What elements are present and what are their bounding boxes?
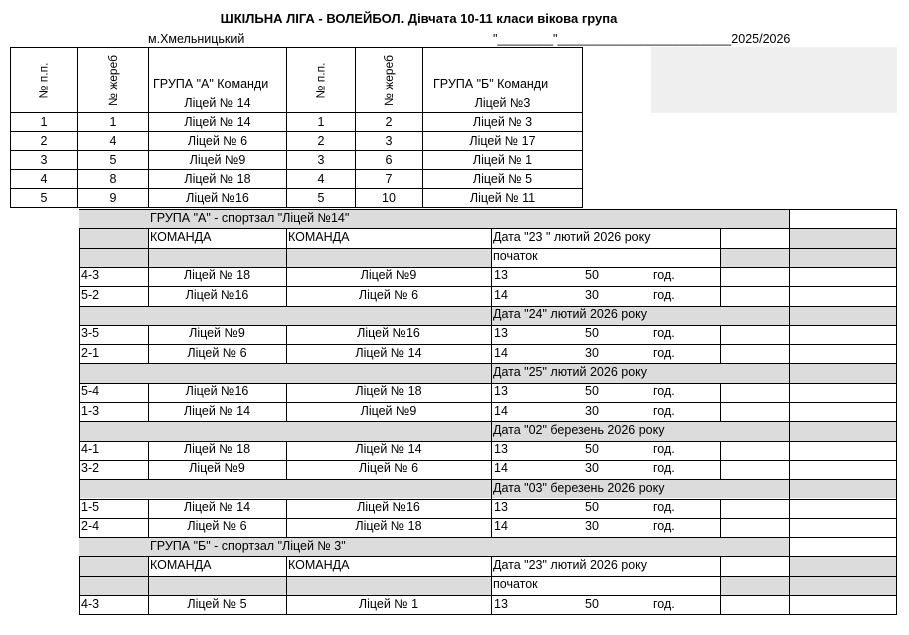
date-label: Дата "23" лютий 2026 року bbox=[493, 557, 648, 572]
grid-line bbox=[79, 614, 897, 615]
grid-line bbox=[720, 499, 721, 538]
start-label: початок bbox=[493, 249, 538, 264]
pair-code: 4-1 bbox=[81, 442, 100, 457]
team2-name: Ліцей №16 bbox=[357, 500, 420, 514]
date-line: "________"_________________________2025/2026 bbox=[493, 32, 791, 46]
team1-name: Ліцей № 6 bbox=[187, 519, 247, 534]
draw-cell-b-n: 3 bbox=[287, 151, 356, 170]
shaded-row bbox=[79, 228, 148, 247]
team2-name: Ліцей № 1 bbox=[358, 596, 419, 611]
team2-name: Ліцей №16 bbox=[357, 326, 420, 341]
date-label: Дата "03" березень 2026 року bbox=[493, 480, 665, 495]
start-minute: 50 bbox=[585, 596, 599, 611]
draw-cell-a-lot: 8 bbox=[78, 170, 149, 189]
draw-row bbox=[11, 113, 583, 132]
draw-cell-b-team: Ліцей № 17 bbox=[423, 132, 583, 151]
draw-cell-b-lot: 10 bbox=[356, 189, 423, 208]
grid-line bbox=[720, 383, 721, 422]
grid-line bbox=[79, 228, 80, 538]
pair-code: 2-4 bbox=[81, 519, 100, 534]
grid-line bbox=[286, 556, 287, 596]
draw-cell-a-lot: 4 bbox=[78, 132, 149, 151]
draw-row bbox=[11, 189, 583, 208]
grid-line bbox=[491, 267, 492, 307]
pair-code: 5-2 bbox=[81, 287, 100, 302]
time-unit: год. bbox=[653, 519, 675, 534]
document-title: ШКІЛЬНА ЛІГА - ВОЛЕЙБОЛ. Дівчата 10-11 класи вікова група bbox=[220, 11, 618, 26]
start-hour: 13 bbox=[494, 500, 508, 514]
team2-header: КОМАНДА bbox=[288, 557, 350, 572]
start-minute: 30 bbox=[585, 345, 599, 360]
draw-cell-b-lot: 6 bbox=[356, 151, 423, 170]
grid-line bbox=[79, 421, 897, 422]
draw-cell-b-team: Ліцей № 5 bbox=[423, 170, 583, 189]
draw-cell-b-n: 5 bbox=[287, 189, 356, 208]
grid-line bbox=[491, 306, 492, 326]
grid-line bbox=[720, 595, 721, 615]
grid-line bbox=[148, 556, 149, 596]
grid-line bbox=[79, 556, 80, 615]
group-b-header: ГРУПА "Б" Команди Ліцей №3 bbox=[423, 48, 583, 113]
team1-name: Ліцей №9 bbox=[189, 326, 245, 341]
team1-name: Ліцей № 14 bbox=[183, 403, 251, 418]
grid-line bbox=[491, 228, 492, 268]
start-minute: 30 bbox=[585, 287, 599, 302]
start-hour: 13 bbox=[494, 596, 508, 611]
pair-code: 5-4 bbox=[81, 384, 100, 399]
draw-cell-b-lot: 7 bbox=[356, 170, 423, 189]
start-minute: 50 bbox=[585, 268, 599, 283]
pair-code: 1-5 bbox=[81, 500, 100, 514]
col-lot-header-b: № жереб bbox=[356, 48, 423, 113]
shaded-row bbox=[79, 421, 896, 440]
grid-line bbox=[79, 479, 897, 480]
grid-line bbox=[79, 248, 897, 249]
team2-name: Ліцей № 6 bbox=[358, 287, 419, 302]
draw-cell-a-n: 5 bbox=[11, 189, 78, 208]
time-unit: год. bbox=[653, 442, 675, 457]
team1-name: Ліцей № 18 bbox=[183, 442, 251, 457]
team2-name: Ліцей №9 bbox=[360, 403, 417, 418]
pair-code: 4-3 bbox=[81, 596, 100, 611]
grid-line bbox=[148, 228, 149, 268]
grid-line bbox=[720, 267, 721, 307]
grid-line bbox=[491, 363, 492, 384]
time-unit: год. bbox=[653, 596, 675, 611]
start-hour: 14 bbox=[494, 519, 508, 534]
shaded-row bbox=[79, 576, 491, 595]
start-minute: 30 bbox=[585, 461, 599, 476]
grid-line bbox=[79, 363, 897, 364]
team2-name: Ліцей № 18 bbox=[355, 519, 422, 534]
shaded-row bbox=[789, 556, 896, 575]
grid-line bbox=[491, 421, 492, 442]
shaded-row bbox=[79, 479, 896, 498]
grid-line bbox=[491, 441, 492, 480]
start-hour: 14 bbox=[494, 345, 508, 360]
col-number-header: № п.п. bbox=[11, 48, 78, 113]
team2-header: КОМАНДА bbox=[288, 229, 350, 244]
draw-cell-a-n: 4 bbox=[11, 170, 78, 189]
grid-line bbox=[720, 556, 721, 596]
grid-line bbox=[720, 228, 721, 268]
shaded-row bbox=[720, 576, 896, 595]
grid-line bbox=[491, 383, 492, 422]
draw-cell-b-team: Ліцей № 11 bbox=[423, 189, 583, 208]
draw-cell-b-n: 1 bbox=[287, 113, 356, 132]
draw-row bbox=[11, 132, 583, 151]
start-hour: 14 bbox=[494, 287, 508, 302]
start-minute: 30 bbox=[585, 519, 599, 534]
draw-cell-a-lot: 9 bbox=[78, 189, 149, 208]
draw-row bbox=[11, 170, 583, 189]
start-label: початок bbox=[493, 577, 538, 592]
date-label: Дата "24" лютий 2026 року bbox=[493, 307, 648, 321]
draw-cell-b-n: 2 bbox=[287, 132, 356, 151]
team2-name: Ліцей № 18 bbox=[355, 384, 422, 399]
grid-line bbox=[491, 556, 492, 596]
draw-cell-b-n: 4 bbox=[287, 170, 356, 189]
shaded-row bbox=[789, 228, 896, 247]
date-label: Дата "25" лютий 2026 року bbox=[493, 364, 648, 379]
grid-line bbox=[491, 595, 492, 615]
team1-header: КОМАНДА bbox=[150, 229, 212, 244]
start-hour: 13 bbox=[494, 268, 508, 283]
time-unit: год. bbox=[653, 326, 675, 341]
group-b-title: ГРУПА "Б" - спортзал "Ліцей № 3" bbox=[150, 538, 346, 553]
draw-cell-b-lot: 3 bbox=[356, 132, 423, 151]
team1-header: КОМАНДА bbox=[150, 557, 212, 572]
team2-name: Ліцей № 14 bbox=[355, 345, 422, 360]
draw-cell-b-lot: 2 bbox=[356, 113, 423, 132]
start-hour: 13 bbox=[494, 326, 508, 341]
start-hour: 13 bbox=[494, 384, 508, 399]
team2-name: Ліцей № 6 bbox=[358, 461, 419, 476]
draw-header-row bbox=[11, 48, 583, 113]
draw-cell-a-team: Ліцей №9 bbox=[149, 151, 287, 170]
draw-cell-a-team: Ліцей №16 bbox=[149, 189, 287, 208]
pair-code: 4-3 bbox=[81, 268, 100, 283]
grid-line bbox=[491, 499, 492, 538]
grid-line bbox=[79, 306, 897, 307]
start-hour: 13 bbox=[494, 442, 508, 457]
start-minute: 50 bbox=[585, 384, 599, 399]
draw-cell-a-lot: 1 bbox=[78, 113, 149, 132]
start-minute: 50 bbox=[585, 500, 599, 514]
start-hour: 14 bbox=[494, 403, 508, 418]
time-unit: год. bbox=[653, 384, 675, 399]
shaded-cell-area bbox=[651, 47, 897, 113]
team1-name: Ліцей № 14 bbox=[183, 500, 251, 514]
grid-line bbox=[720, 441, 721, 480]
start-hour: 14 bbox=[494, 461, 508, 476]
date-label: Дата "23 " лютий 2026 року bbox=[493, 229, 651, 244]
group-a-header: ГРУПА "А" Команди Ліцей № 14 bbox=[149, 48, 287, 113]
col-number-header-b: № п.п. bbox=[287, 48, 356, 113]
grid-line bbox=[491, 479, 492, 500]
col-lot-header: № жереб bbox=[78, 48, 149, 113]
draw-cell-a-n: 2 bbox=[11, 132, 78, 151]
time-unit: год. bbox=[653, 345, 675, 360]
city-label: м.Хмельницький bbox=[148, 32, 245, 46]
grid-line bbox=[896, 209, 897, 615]
grid-line bbox=[789, 209, 790, 615]
draw-table bbox=[10, 47, 583, 208]
time-unit: год. bbox=[653, 461, 675, 476]
pair-code: 2-1 bbox=[81, 345, 100, 360]
time-unit: год. bbox=[653, 268, 675, 283]
team1-name: Ліцей №9 bbox=[189, 461, 245, 476]
shaded-row bbox=[79, 306, 896, 325]
team1-name: Ліцей № 6 bbox=[187, 345, 247, 360]
shaded-row bbox=[79, 248, 491, 267]
team2-name: Ліцей №9 bbox=[360, 268, 417, 283]
draw-cell-a-team: Ліцей № 6 bbox=[149, 132, 287, 151]
grid-line bbox=[720, 325, 721, 364]
group-a-title: ГРУПА "А" - спортзал "Ліцей №14" bbox=[150, 210, 350, 225]
time-unit: год. bbox=[653, 500, 675, 514]
draw-cell-a-n: 3 bbox=[11, 151, 78, 170]
pair-code: 1-3 bbox=[81, 403, 100, 418]
start-minute: 50 bbox=[585, 442, 599, 457]
start-minute: 50 bbox=[585, 326, 599, 341]
team1-name: Ліцей №16 bbox=[185, 287, 249, 302]
time-unit: год. bbox=[653, 403, 675, 418]
team1-name: Ліцей № 5 bbox=[187, 596, 247, 611]
grid-line bbox=[79, 576, 897, 577]
draw-cell-a-n: 1 bbox=[11, 113, 78, 132]
draw-cell-a-team: Ліцей № 18 bbox=[149, 170, 287, 189]
team1-name: Ліцей №16 bbox=[185, 384, 249, 399]
team2-name: Ліцей № 14 bbox=[355, 442, 422, 457]
draw-cell-a-lot: 5 bbox=[78, 151, 149, 170]
time-unit: год. bbox=[653, 287, 675, 302]
pair-code: 3-5 bbox=[81, 326, 100, 341]
shaded-row bbox=[79, 556, 148, 575]
team1-name: Ліцей № 18 bbox=[183, 268, 251, 283]
grid-line bbox=[286, 228, 287, 268]
pair-code: 3-2 bbox=[81, 461, 100, 476]
draw-cell-b-team: Ліцей № 3 bbox=[423, 113, 583, 132]
start-minute: 30 bbox=[585, 403, 599, 418]
date-label: Дата "02" березень 2026 року bbox=[493, 422, 665, 437]
draw-cell-a-team: Ліцей № 14 bbox=[149, 113, 287, 132]
shaded-row bbox=[720, 248, 896, 267]
draw-cell-b-team: Ліцей № 1 bbox=[423, 151, 583, 170]
shaded-row bbox=[79, 363, 896, 382]
draw-row bbox=[11, 151, 583, 170]
grid-line bbox=[491, 325, 492, 364]
